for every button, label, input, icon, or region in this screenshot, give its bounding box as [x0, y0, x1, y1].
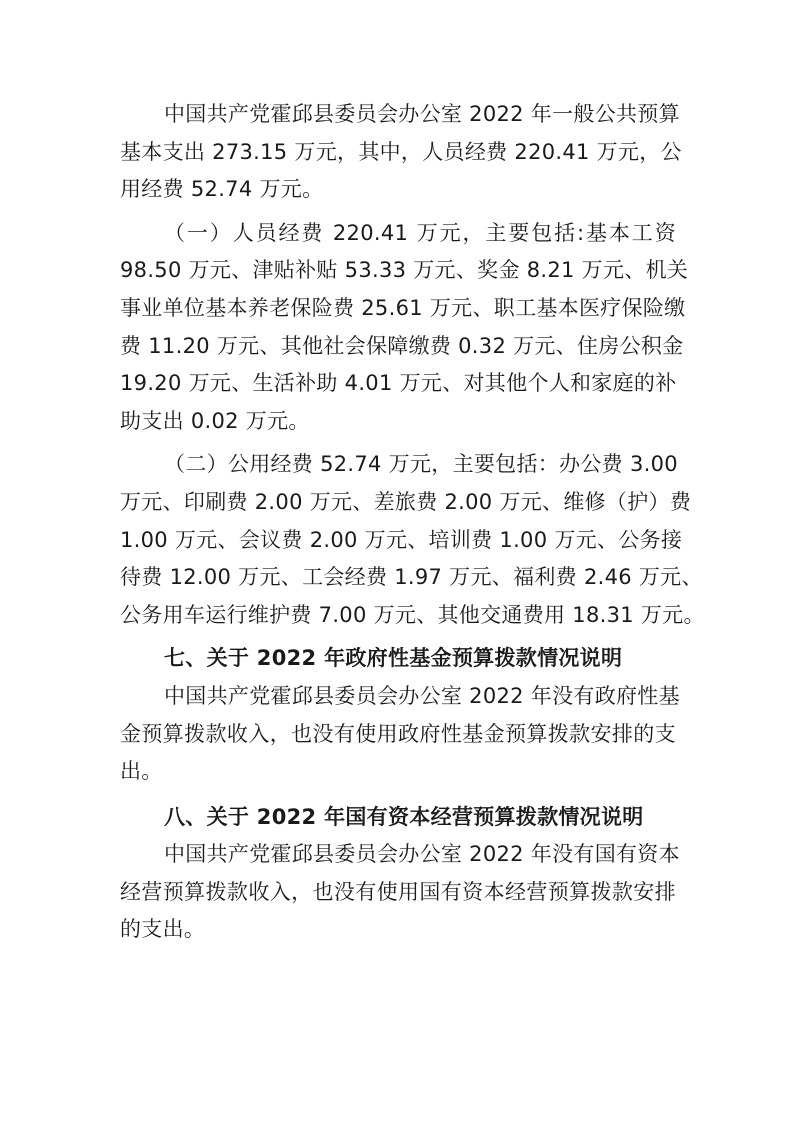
- text-line: 事业单位基本养老保险费 25.61 万元、职工基本医疗保险缴: [120, 295, 686, 320]
- section-heading-8: [120, 799, 676, 837]
- heading-line: 八、关于 2022 年国有资本经营预算拨款情况说明: [164, 804, 644, 829]
- document-body: [120, 96, 705, 949]
- text-line: 助支出 0.02 万元。: [120, 408, 310, 433]
- text-line: 19.20 万元、生活补助 4.01 万元、对其他个人和家庭的补: [120, 371, 677, 396]
- text-line: 经营预算拨款收入，也没有使用国有资本经营预算拨款安排: [120, 879, 676, 904]
- text-line: 中国共产党霍邱县委员会办公室 2022 年没有政府性基: [164, 683, 680, 708]
- text-line: 万元、印刷费 2.00 万元、差旅费 2.00 万元、维修（护）费: [120, 489, 692, 514]
- text-line: 费 11.20 万元、其他社会保障缴费 0.32 万元、住房公积金: [120, 333, 684, 358]
- text-line: （一）人员经费 220.41 万元，主要包括:基本工资: [164, 220, 676, 245]
- paragraph-government-fund: [120, 678, 680, 791]
- text-line: 1.00 万元、会议费 2.00 万元、培训费 1.00 万元、公务接: [120, 527, 683, 552]
- text-line: 基本支出 273.15 万元，其中，人员经费 220.41 万元，公: [120, 139, 682, 164]
- text-line: 中国共产党霍邱县委员会办公室 2022 年没有国有资本: [164, 842, 680, 867]
- paragraph-public-expenses: [120, 446, 705, 634]
- text-line: 98.50 万元、津贴补贴 53.33 万元、奖金 8.21 万元、机关: [120, 258, 689, 283]
- heading-line: 七、关于 2022 年政府性基金预算拨款情况说明: [164, 646, 623, 671]
- paragraph-state-capital: [120, 836, 680, 949]
- text-line: 出。: [120, 759, 163, 784]
- text-line: 待费 12.00 万元、工会经费 1.97 万元、福利费 2.46 万元、: [120, 565, 703, 590]
- paragraph-basic-expenditure: [120, 96, 682, 209]
- text-line: 中国共产党霍邱县委员会办公室 2022 年一般公共预算: [164, 102, 680, 126]
- paragraph-personnel-expenses: [120, 215, 689, 441]
- text-line: 用经费 52.74 万元。: [120, 177, 324, 202]
- text-line: （二）公用经费 52.74 万元，主要包括：办公费 3.00: [164, 452, 678, 477]
- text-line: 金预算拨款收入，也没有使用政府性基金预算拨款安排的支: [120, 721, 676, 746]
- section-heading-7: [120, 640, 676, 678]
- text-line: 的支出。: [120, 917, 206, 942]
- text-line: 公务用车运行维护费 7.00 万元、其他交通费用 18.31 万元。: [120, 602, 705, 627]
